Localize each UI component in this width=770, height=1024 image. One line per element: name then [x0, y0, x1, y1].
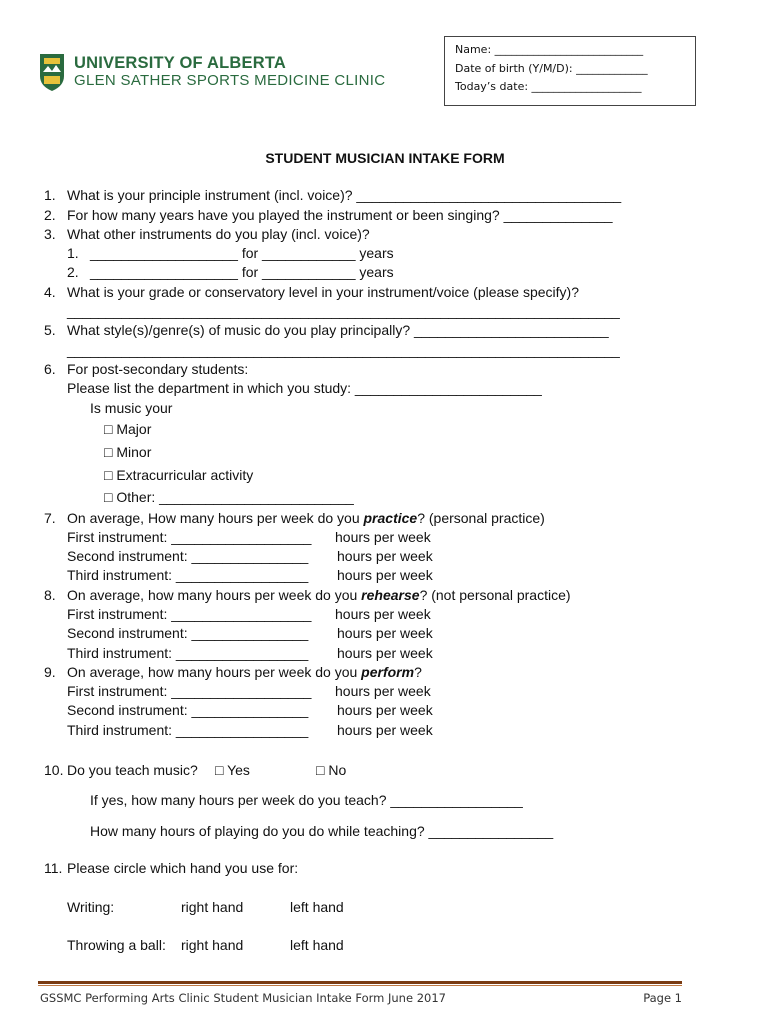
- q4-answer-line[interactable]: _______________________________________________________________________: [67, 303, 620, 319]
- q8-second-instrument[interactable]: Second instrument: _______________: [67, 625, 309, 641]
- patient-info-box: [444, 36, 696, 106]
- page-number: Page 1: [643, 991, 682, 1005]
- q8-number: 8.: [44, 587, 56, 603]
- q8-text: On average, how many hours per week do you rehearse? (not personal practice): [67, 587, 571, 603]
- q3-sub2-text[interactable]: ___________________ for ____________ years: [90, 264, 394, 280]
- q6-extracurricular-checkbox[interactable]: □ Extracurricular activity: [104, 467, 254, 483]
- q7-text: On average, How many hours per week do you practice? (personal practice): [67, 510, 545, 526]
- q1-number: 1.: [44, 187, 56, 203]
- q3-sub1-text[interactable]: ___________________ for ____________ years: [90, 245, 394, 261]
- q4-text: What is your grade or conservatory level in your instrument/voice (please specify)?: [67, 284, 579, 300]
- q6-number: 6.: [44, 361, 56, 377]
- university-logo: [38, 50, 385, 94]
- q11-throwing-label: Throwing a ball:: [67, 937, 166, 953]
- clinic-name: GLEN SATHER SPORTS MEDICINE CLINIC: [74, 72, 386, 89]
- university-shield-icon: [38, 52, 66, 92]
- q6-minor-checkbox[interactable]: □ Minor: [104, 444, 152, 460]
- dob-field[interactable]: Date of birth (Y/M/D): _____________: [455, 61, 648, 75]
- q11-number: 11.: [44, 860, 63, 876]
- q7-second-unit: hours per week: [337, 548, 433, 564]
- q6-department[interactable]: Please list the department in which you study: ________________________: [67, 380, 542, 396]
- q11-writing-right-hand[interactable]: right hand: [181, 899, 244, 915]
- q6-major-checkbox[interactable]: □ Major: [104, 421, 152, 437]
- q6-text: For post-secondary students:: [67, 361, 249, 377]
- q4-number: 4.: [44, 284, 56, 300]
- q9-second-instrument[interactable]: Second instrument: _______________: [67, 702, 309, 718]
- q3-number: 3.: [44, 226, 56, 242]
- q7-second-instrument[interactable]: Second instrument: _______________: [67, 548, 309, 564]
- q8-second-unit: hours per week: [337, 625, 433, 641]
- q7-third-unit: hours per week: [337, 567, 433, 583]
- footer-title: GSSMC Performing Arts Clinic Student Musician Intake Form June 2017: [40, 991, 446, 1005]
- q6-other-checkbox[interactable]: □ Other: _________________________: [104, 489, 354, 505]
- name-field[interactable]: Name: ___________________________: [455, 43, 644, 56]
- q8-first-unit: hours per week: [335, 606, 431, 622]
- q5-text[interactable]: What style(s)/genre(s) of music do you play principally? _________________________: [67, 322, 609, 338]
- q9-first-instrument[interactable]: First instrument: __________________: [67, 683, 312, 699]
- q11-throwing-right-hand[interactable]: right hand: [181, 937, 244, 953]
- q3-sub2-number: 2.: [67, 264, 79, 280]
- q9-third-unit: hours per week: [337, 722, 433, 738]
- footer-divider-thin: [38, 985, 682, 986]
- q9-number: 9.: [44, 664, 56, 680]
- q8-third-unit: hours per week: [337, 645, 433, 661]
- q5-number: 5.: [44, 322, 56, 338]
- university-name: UNIVERSITY OF ALBERTA: [74, 54, 286, 72]
- q6-music-prompt: Is music your: [90, 400, 173, 416]
- q2-number: 2.: [44, 207, 56, 223]
- q7-third-instrument[interactable]: Third instrument: _________________: [67, 567, 309, 583]
- q10-yes-checkbox[interactable]: □ Yes: [215, 762, 250, 778]
- q9-emphasis: perform: [361, 664, 415, 680]
- q3-text: What other instruments do you play (incl. voice)?: [67, 226, 370, 242]
- q11-writing-left-hand[interactable]: left hand: [290, 899, 344, 915]
- q11-text: Please circle which hand you use for:: [67, 860, 299, 876]
- q8-first-instrument[interactable]: First instrument: __________________: [67, 606, 312, 622]
- q2-text[interactable]: For how many years have you played the instrument or been singing? ______________: [67, 207, 613, 223]
- q11-writing-label: Writing:: [67, 899, 115, 915]
- form-title: STUDENT MUSICIAN INTAKE FORM: [265, 150, 505, 166]
- q7-first-instrument[interactable]: First instrument: __________________: [67, 529, 312, 545]
- q10-no-checkbox[interactable]: □ No: [316, 762, 347, 778]
- q7-number: 7.: [44, 510, 56, 526]
- q10-teaching-hours[interactable]: If yes, how many hours per week do you teach? _________________: [90, 792, 523, 808]
- q3-sub1-number: 1.: [67, 245, 79, 261]
- todays-date-field[interactable]: Today’s date: ____________________: [455, 80, 642, 93]
- q7-first-unit: hours per week: [335, 529, 431, 545]
- q7-emphasis: practice: [363, 510, 418, 526]
- q9-third-instrument[interactable]: Third instrument: _________________: [67, 722, 309, 738]
- q8-emphasis: rehearse: [361, 587, 420, 603]
- q1-text[interactable]: What is your principle instrument (incl. voice)? __________________________________: [67, 187, 622, 203]
- q10-text: Do you teach music?: [67, 762, 198, 778]
- q11-throwing-left-hand[interactable]: left hand: [290, 937, 344, 953]
- q10-playing-hours[interactable]: How many hours of playing do you do while teaching? ________________: [90, 823, 554, 839]
- q8-third-instrument[interactable]: Third instrument: _________________: [67, 645, 309, 661]
- q5-answer-line[interactable]: _______________________________________________________________________: [67, 342, 620, 358]
- q10-number: 10.: [44, 762, 64, 778]
- q9-first-unit: hours per week: [335, 683, 431, 699]
- footer-divider: [38, 981, 682, 984]
- q9-second-unit: hours per week: [337, 702, 433, 718]
- q9-text: On average, how many hours per week do you perform?: [67, 664, 422, 680]
